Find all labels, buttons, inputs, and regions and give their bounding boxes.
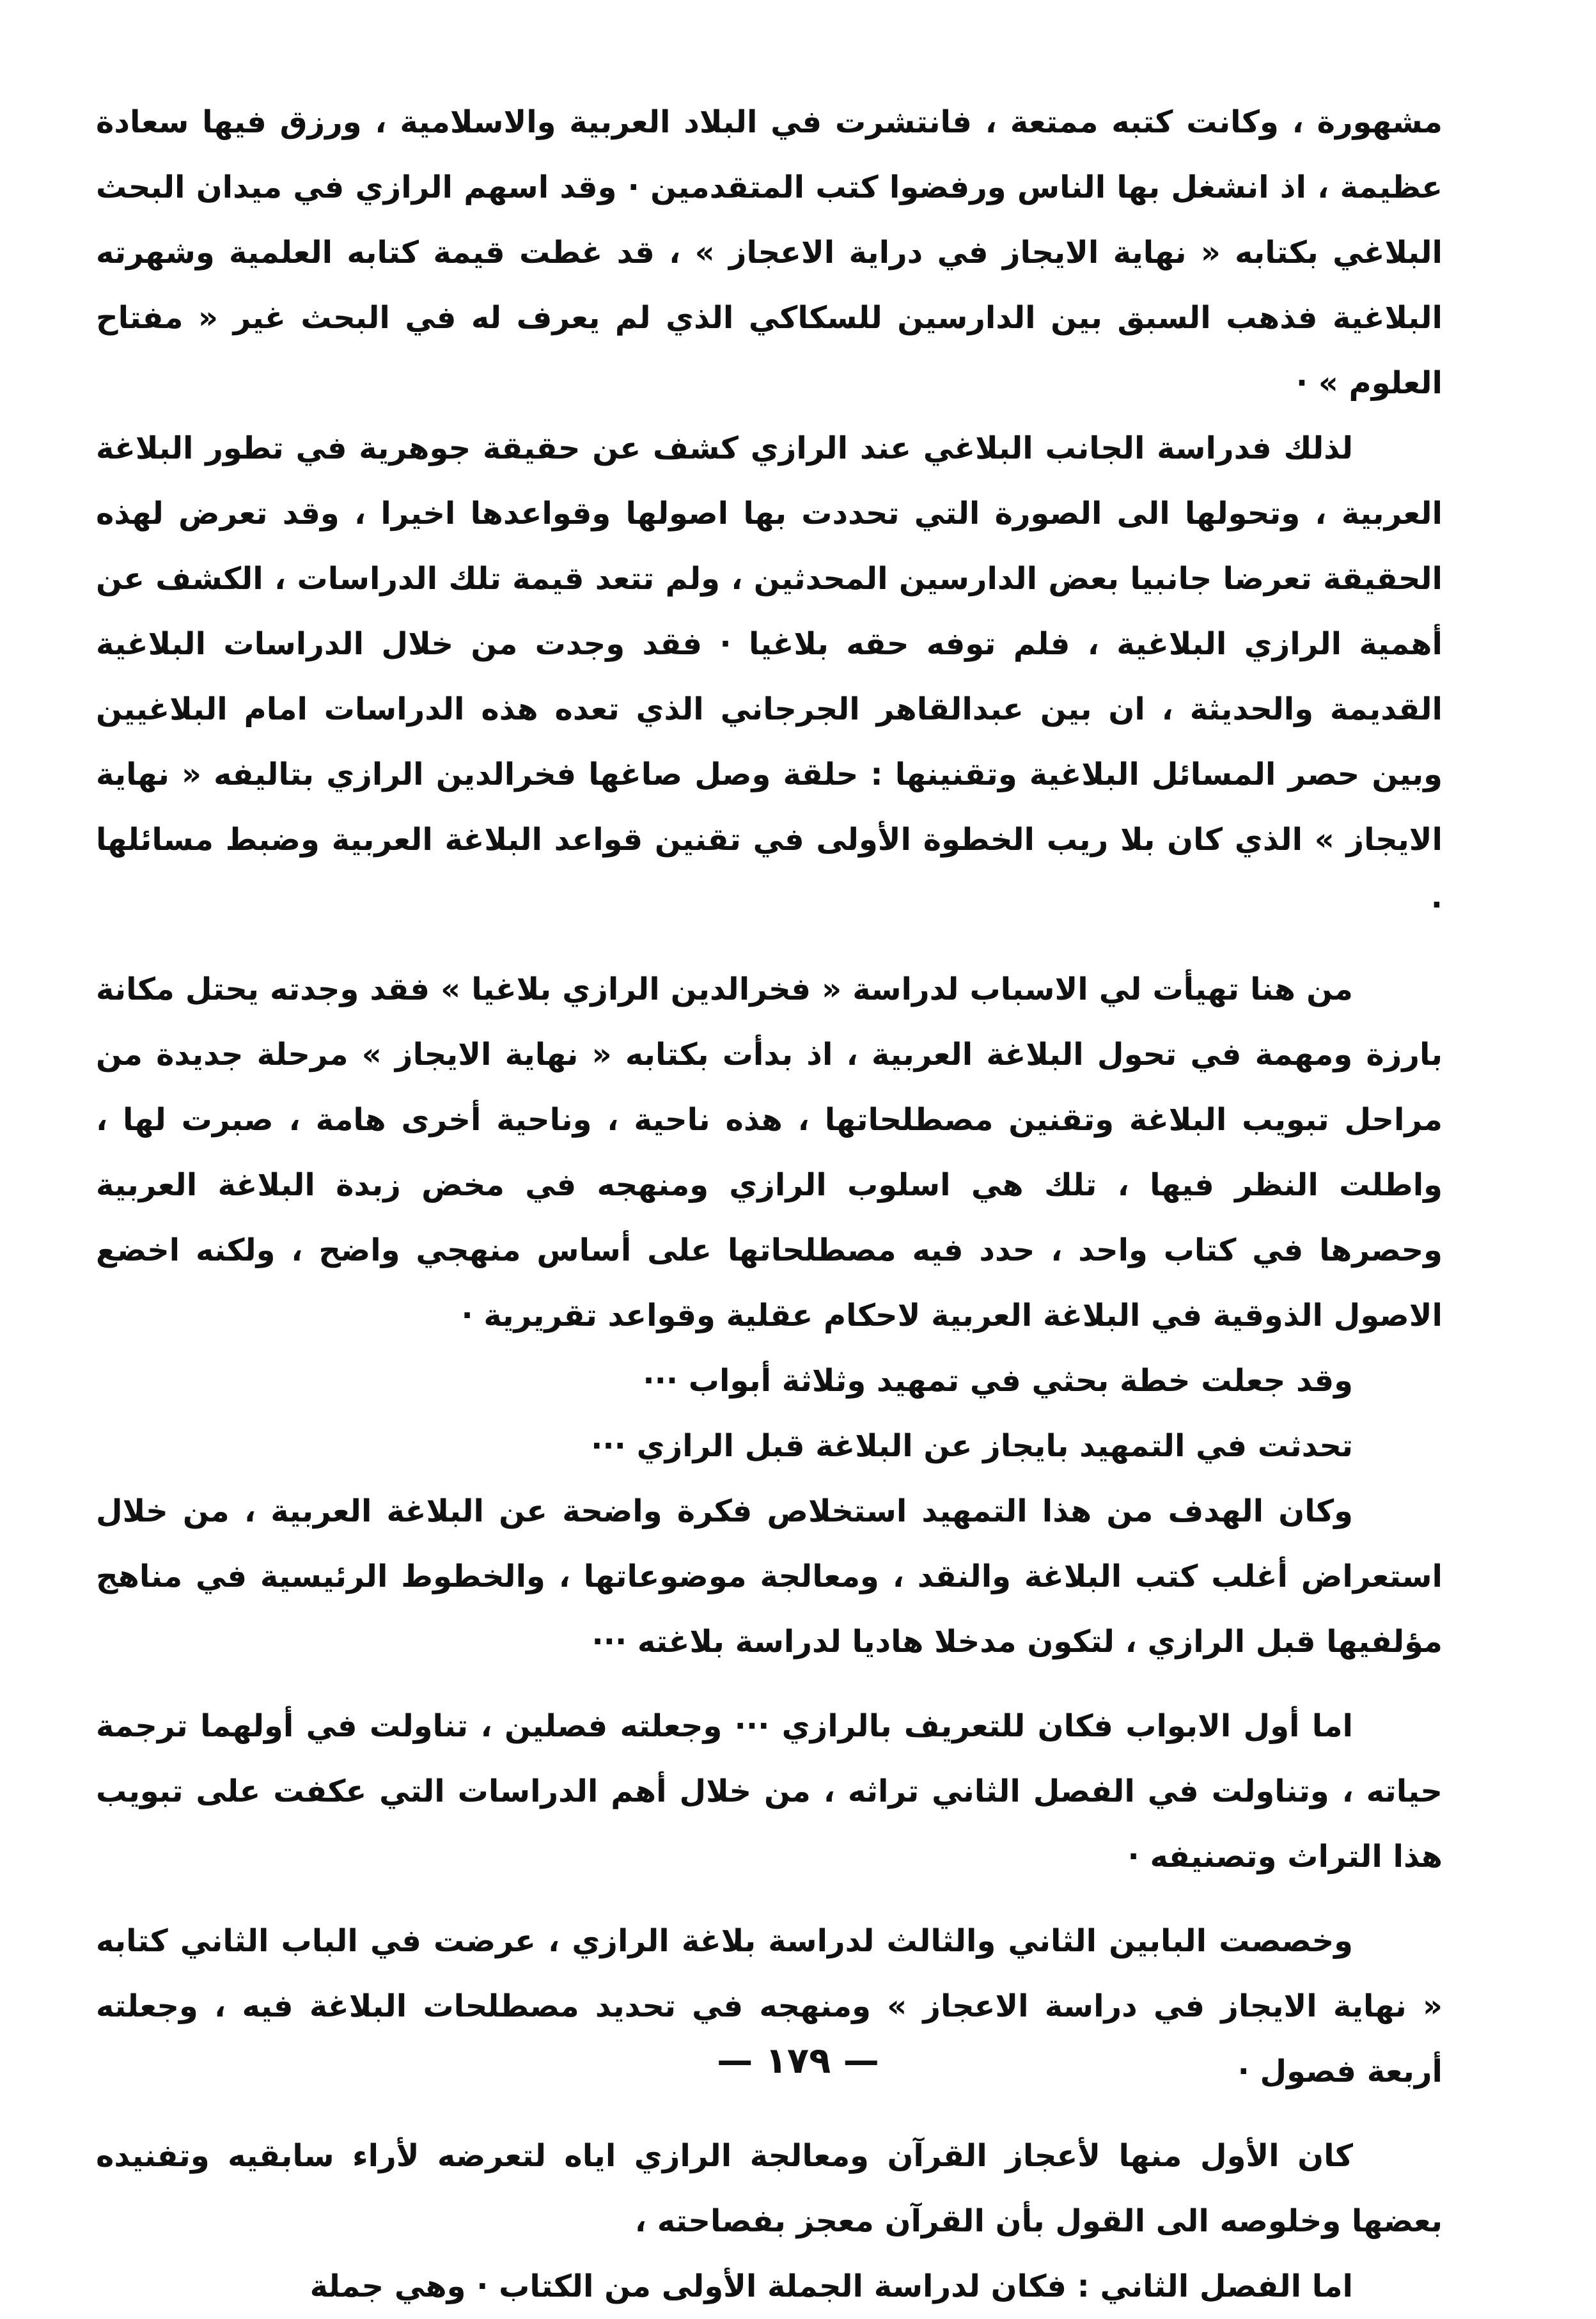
paragraph-6: وكان الهدف من هذا التمهيد استخلاص فكرة واضحة عن البلاغة العربية ، من خلال استعراض أغلب كتب البلاغة والنقد ، ومعالجة موضوعاتها ، والخطوط الرئيسية في مناهج مؤلفيها قبل الرازي ، لتكون مدخلا هاديا لدراسة بلاغته ··· — [96, 1493, 1443, 1660]
document-page — [96, 90, 1443, 2304]
page-number: — ١٧٩ — — [717, 2040, 879, 2082]
paragraph-3: من هنا تهيأت لي الاسباب لدراسة « فخرالدين الرازي بلاغيا » فقد وجدته يحتل مكانة بارزة ومهمة في تحول البلاغة العربية ، اذ بدأت بكتابه « نهاية الايجاز » مرحلة جديدة من مراحل تبويب البلاغة وتقنين مصطلحاتها ، هذه ناحية ، وناحية أخرى هامة ، صبرت لها ، واطلت النظر فيها ، تلك هي اسلوب الرازي ومنهجه في مخض زبدة البلاغة العربية وحصرها في كتاب واحد ، حدد فيه مصطلحاتها على أساس منهجي واضح ، ولكنه اخضع الاصول الذوقية في البلاغة العربية لاحكام عقلية وقواعد تقريرية · — [96, 971, 1443, 1333]
paragraph-5: تحدثت في التمهيد بايجاز عن البلاغة قبل الرازي ··· — [591, 1428, 1353, 1464]
paragraph-2: لذلك فدراسة الجانب البلاغي عند الرازي كشف عن حقيقة جوهرية في تطور البلاغة العربية ، وتحولها الى الصورة التي تحددت بها اصولها وقواعدها اخيرا ، وقد تعرض لهذه الحقيقة تعرضا جانبيا بعض الدارسين المحدثين ، ولم تتعد قيمة تلك الدراسات ، الكشف عن أهمية الرازي البلاغية ، فلم توفه حقه بلاغيا · فقد وجدت من خلال الدراسات البلاغية القديمة والحديثة ، ان بين عبدالقاهر الجرجاني الذي تعده هذه الدراسات امام البلاغيين وبين حصر المسائل البلاغية وتقنينها : حلقة وصل صاغها فخرالدين الرازي بتاليفه « نهاية الايجاز » الذي كان بلا ريب الخطوة الأولى في تقنين قواعد البلاغة العربية وضبط مسائلها · — [96, 430, 1443, 923]
paragraph-8: وخصصت البابين الثاني والثالث لدراسة بلاغة الرازي ، عرضت في الباب الثاني كتابه « نهاية الايجاز في دراسة الاعجاز » ومنهجه في تحديد مصطلحات البلاغة فيه ، وجعلته أربعة فصول · — [96, 1923, 1443, 2089]
paragraph-10: اما الفصل الثاني : فكان لدراسة الجملة الأولى من الكتاب · وهي جملة — [309, 2268, 1353, 2304]
paragraph-9: كان الأول منها لأعجاز القرآن ومعالجة الرازي اياه لتعرضه لأراء سابقيه وتفنيده بعضها وخلوصه الى القول بأن القرآن معجز بفصاحته ، — [96, 2138, 1443, 2239]
paragraph-1: مشهورة ، وكانت كتبه ممتعة ، فانتشرت في البلاد العربية والاسلامية ، ورزق فيها سعادة عظيمة ، اذ انشغل بها الناس ورفضوا كتب المتقدمين · وقد اسهم الرازي في ميدان البحث البلاغي بكتابه « نهاية الايجاز في دراية الاعجاز » ، قد غطت قيمة كتابه العلمية وشهرته البلاغية فذهب السبق بين الدارسين للسكاكي الذي لم يعرف له في البحث غير « مفتاح العلوم » · — [96, 104, 1443, 401]
paragraph-7: اما أول الابواب فكان للتعريف بالرازي ··· وجعلته فصلين ، تناولت في أولهما ترجمة حياته ، وتناولت في الفصل الثاني تراثه ، من خلال أهم الدراسات التي عكفت على تبويب هذا التراث وتصنيفه · — [96, 1708, 1443, 1875]
paragraph-4: وقد جعلت خطة بحثي في تمهيد وثلاثة أبواب ··· — [643, 1363, 1353, 1399]
